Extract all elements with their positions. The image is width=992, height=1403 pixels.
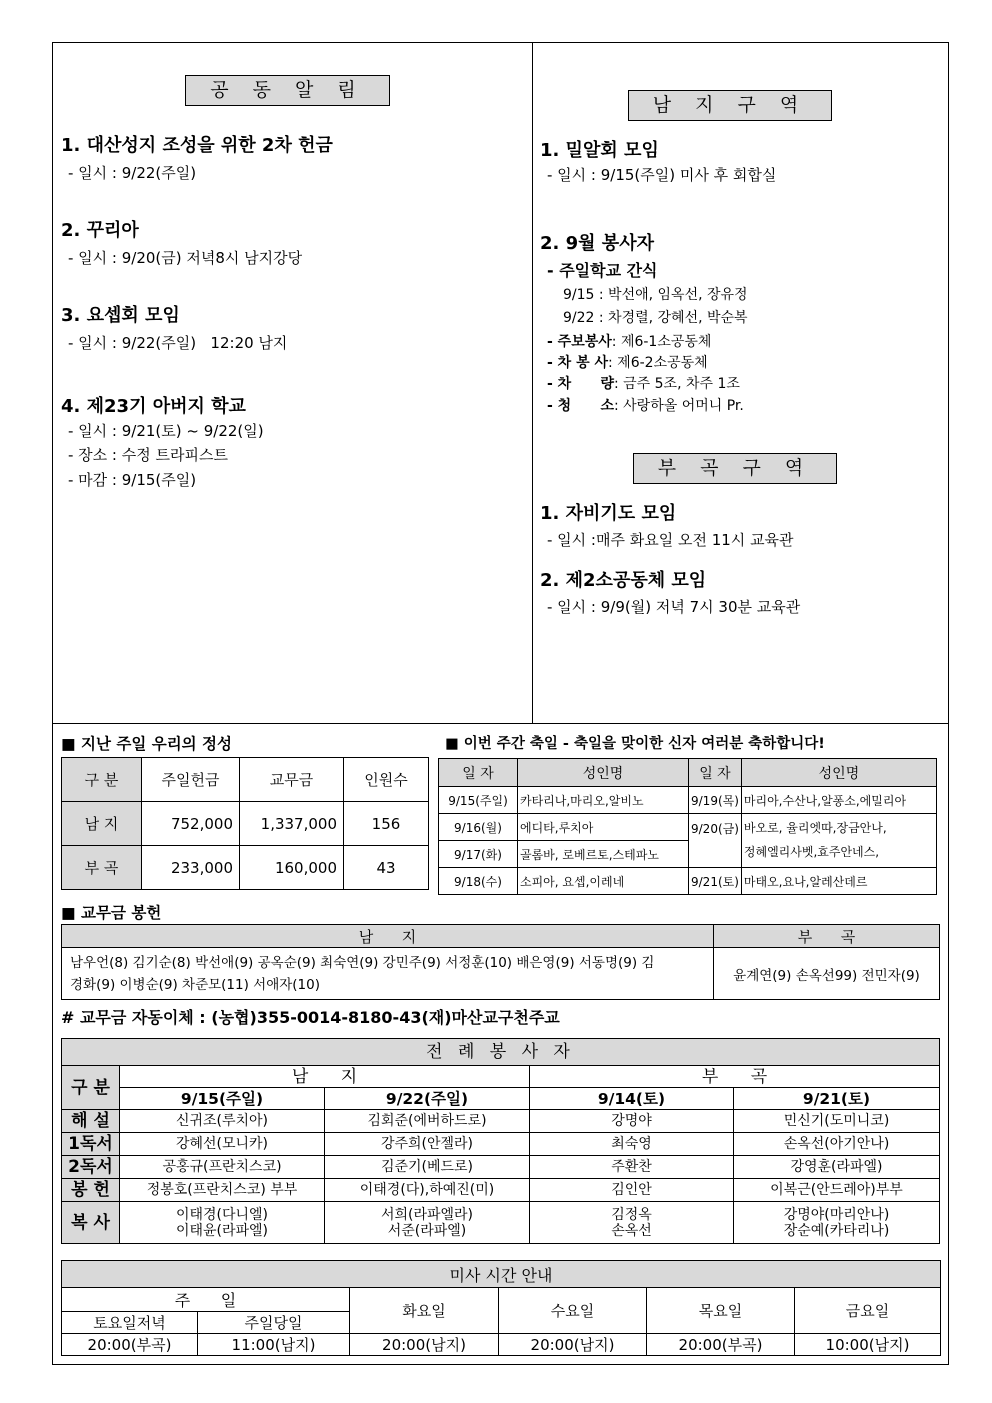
bugok-item-2-line: - 일시 : 9/9(월) 저녁 7시 30분 교육관 xyxy=(547,598,801,616)
role-value: : 사랑하올 어머니 Pr. xyxy=(613,398,744,414)
servers-cell-multi xyxy=(530,1202,734,1244)
bulletin-page xyxy=(52,42,949,1365)
common-item-4-line-2: - 장소 : 수정 트라피스트 xyxy=(68,446,228,464)
servers-table xyxy=(61,1038,940,1244)
servers-cell: 김인안 xyxy=(530,1179,734,1202)
servers-cell: 신귀조(루치아) xyxy=(120,1110,325,1133)
namji-role-3 xyxy=(547,373,740,393)
common-item-1-heading: 1. 대산성지 조성을 위한 2차 헌금 xyxy=(61,135,333,156)
servers-cell: 강영훈(라파엘) xyxy=(734,1156,940,1179)
servers-cell: 정봉호(프란치스코) 부부 xyxy=(120,1179,325,1202)
namji-snack-line-1: 9/15 : 박선애, 임옥선, 장유정 xyxy=(563,287,748,303)
mass-table xyxy=(61,1260,941,1356)
namji-snack-line-2: 9/22 : 차경렬, 강혜선, 박순복 xyxy=(563,310,748,326)
feast-table xyxy=(438,758,937,895)
servers-cell: 장순예(카타리나) xyxy=(783,1222,890,1239)
feast-title: ■ 이번 주간 축일 - 축일을 맞이한 신자 여러분 축하합니다! xyxy=(445,736,825,752)
offering-sunday: 752,000 xyxy=(142,802,240,846)
mass-time: 20:00(남지) xyxy=(350,1334,499,1356)
mass-title: 미사 시간 안내 xyxy=(62,1261,941,1288)
common-item-3-heading: 3. 요셉회 모임 xyxy=(61,305,180,326)
namji-title: 남 지 구 역 xyxy=(628,90,832,121)
mass-sunday: 주 일 xyxy=(62,1288,350,1312)
feast-names: 바오로, 율리엣따,장금안나, xyxy=(743,821,887,835)
servers-cell-multi xyxy=(325,1202,530,1244)
bugok-title: 부 곡 구 역 xyxy=(633,453,837,484)
feast-date: 9/19(목) xyxy=(689,787,742,814)
servers-cell: 서희(라파엘라) xyxy=(380,1206,474,1223)
mass-time: 20:00(부곡) xyxy=(62,1334,198,1356)
dues-namji-list xyxy=(62,948,714,1000)
section-divider xyxy=(53,723,948,724)
role-value: : 금주 5조, 차주 1조 xyxy=(613,376,740,392)
column-divider xyxy=(532,43,533,723)
common-item-3-line: - 일시 : 9/22(주일) 12:20 남지 xyxy=(68,334,288,352)
namji-role-4 xyxy=(547,395,744,415)
servers-namji: 남 지 xyxy=(120,1066,530,1088)
feast-date: 9/16(월) xyxy=(439,814,518,841)
servers-date: 9/21(토) xyxy=(734,1088,940,1110)
servers-cell: 이복근(안드레아)부부 xyxy=(734,1179,940,1202)
offering-count: 156 xyxy=(344,802,429,846)
feast-header-date: 일 자 xyxy=(439,759,518,787)
namji-item-1-line: - 일시 : 9/15(주일) 미사 후 회합실 xyxy=(547,166,777,184)
servers-cell: 강주희(안젤라) xyxy=(325,1133,530,1156)
servers-cell: 강명야 xyxy=(530,1110,734,1133)
servers-cell: 민신기(도미니코) xyxy=(734,1110,940,1133)
servers-cell: 손옥선(아기안나) xyxy=(734,1133,940,1156)
common-title: 공 동 알 림 xyxy=(185,75,390,106)
mass-day: 수요일 xyxy=(499,1288,647,1334)
servers-cell: 주환찬 xyxy=(530,1156,734,1179)
mass-day: 목요일 xyxy=(647,1288,795,1334)
dues-header-namji: 남 지 xyxy=(62,925,714,948)
namji-snack-heading: - 주일학교 간식 xyxy=(547,261,658,280)
namji-role-2 xyxy=(547,352,708,372)
offering-dues: 160,000 xyxy=(240,846,344,890)
servers-cell: 김준기(베드로) xyxy=(325,1156,530,1179)
servers-role: 복 사 xyxy=(62,1202,120,1244)
servers-cell-multi xyxy=(120,1202,325,1244)
servers-date: 9/15(주일) xyxy=(120,1088,325,1110)
servers-cell: 김회준(에버하드로) xyxy=(325,1110,530,1133)
mass-time: 20:00(부곡) xyxy=(647,1334,795,1356)
role-label: - 차 량 xyxy=(547,376,614,392)
mass-day: 금요일 xyxy=(795,1288,941,1334)
feast-names-multi xyxy=(741,814,936,868)
servers-gubun: 구 분 xyxy=(62,1066,120,1110)
role-label: - 차 봉 사 xyxy=(547,355,609,371)
offering-row-name: 부 곡 xyxy=(62,846,142,890)
servers-cell-multi xyxy=(734,1202,940,1244)
common-item-4-line-3: - 마감 : 9/15(주일) xyxy=(68,471,197,489)
offering-table xyxy=(61,757,429,890)
feast-names: 카타리나,마리오,알비노 xyxy=(518,787,689,814)
offering-header-sunday: 주일헌금 xyxy=(142,758,240,802)
offering-dues: 1,337,000 xyxy=(240,802,344,846)
feast-date: 9/20(금) xyxy=(689,814,742,868)
feast-names: 마태오,요나,알레산데르 xyxy=(741,868,936,895)
common-item-4-line-1: - 일시 : 9/21(토) ~ 9/22(일) xyxy=(68,422,264,440)
feast-date: 9/18(수) xyxy=(439,868,518,895)
servers-role: 해 설 xyxy=(62,1110,120,1133)
servers-cell: 최숙영 xyxy=(530,1133,734,1156)
common-item-1-line: - 일시 : 9/22(주일) xyxy=(68,164,197,182)
feast-header-saint: 성인명 xyxy=(518,759,689,787)
servers-bugok: 부 곡 xyxy=(530,1066,940,1088)
servers-role: 2독서 xyxy=(62,1156,120,1179)
dues-title: ■ 교무금 봉헌 xyxy=(61,904,162,922)
servers-cell: 이태윤(라파엘) xyxy=(175,1222,269,1239)
offering-header-gubun: 구 분 xyxy=(62,758,142,802)
namji-item-2-heading: 2. 9월 봉사자 xyxy=(540,233,654,254)
servers-cell: 강명야(마리안나) xyxy=(783,1206,890,1223)
dues-namji-line: 남우언(8) 김기순(8) 박선애(9) 공옥순(9) 최숙연(9) 강민주(9) 서정훈(10) 배은영(9) 서동명(9) 김 xyxy=(70,954,655,971)
feast-names: 소피아, 요셉,이레네 xyxy=(518,868,689,895)
role-value: : 제6-1소공동체 xyxy=(611,334,712,350)
bugok-item-1-heading: 1. 자비기도 모임 xyxy=(540,503,677,524)
feast-names: 골롬바, 로베르토,스테파노 xyxy=(518,841,689,868)
common-item-2-heading: 2. 꾸리아 xyxy=(61,220,139,241)
dues-namji-line: 경화(9) 이병순(9) 차준모(11) 서애자(10) xyxy=(70,976,320,993)
namji-item-1-heading: 1. 밀알회 모임 xyxy=(540,140,659,161)
dues-table xyxy=(61,924,940,1000)
servers-date: 9/14(토) xyxy=(530,1088,734,1110)
mass-day: 화요일 xyxy=(350,1288,499,1334)
offering-row-name: 남 지 xyxy=(62,802,142,846)
role-label: - 청 소 xyxy=(547,398,614,414)
offering-header-dues: 교무금 xyxy=(240,758,344,802)
common-item-4-heading: 4. 제23기 아버지 학교 xyxy=(61,396,246,417)
feast-names: 마리아,수산나,알퐁소,에밀리아 xyxy=(741,787,936,814)
servers-cell: 강혜선(모니카) xyxy=(120,1133,325,1156)
autopay-note: # 교무금 자동이체 : (농협)355-0014-8180-43(재)마산교구천주교 xyxy=(61,1008,560,1027)
bugok-item-1-line: - 일시 :매주 화요일 오전 11시 교육관 xyxy=(547,531,794,549)
servers-role: 봉 헌 xyxy=(62,1179,120,1202)
mass-sun-day: 주일당일 xyxy=(198,1312,350,1334)
mass-sat-evening: 토요일저녁 xyxy=(62,1312,198,1334)
mass-time: 20:00(남지) xyxy=(499,1334,647,1356)
servers-cell: 공홍규(프란치스코) xyxy=(120,1156,325,1179)
role-value: : 제6-2소공동체 xyxy=(608,355,708,371)
offering-count: 43 xyxy=(344,846,429,890)
mass-time: 11:00(남지) xyxy=(198,1334,350,1356)
servers-cell: 손옥선 xyxy=(611,1222,652,1239)
role-label: - 주보봉사 xyxy=(547,334,612,350)
feast-date: 9/15(주일) xyxy=(439,787,518,814)
feast-header-date: 일 자 xyxy=(689,759,742,787)
feast-date: 9/21(토) xyxy=(689,868,742,895)
feast-names: 정혜엘리사벳,효주안네스, xyxy=(743,845,880,859)
offering-sunday: 233,000 xyxy=(142,846,240,890)
servers-cell: 서준(라파엘) xyxy=(387,1222,467,1239)
feast-names: 에디타,루치아 xyxy=(518,814,689,841)
servers-cell: 이태경(다니엘) xyxy=(175,1206,269,1223)
offering-title: ■ 지난 주일 우리의 정성 xyxy=(61,735,232,753)
feast-header-saint: 성인명 xyxy=(741,759,936,787)
servers-date: 9/22(주일) xyxy=(325,1088,530,1110)
dues-bugok-list: 윤계연(9) 손옥선99) 전민자(9) xyxy=(714,948,940,1000)
common-item-2-line: - 일시 : 9/20(금) 저녁8시 남지강당 xyxy=(68,249,303,267)
namji-role-1 xyxy=(547,331,711,351)
bugok-item-2-heading: 2. 제2소공동체 모임 xyxy=(540,570,707,591)
feast-date: 9/17(화) xyxy=(439,841,518,868)
offering-header-count: 인원수 xyxy=(344,758,429,802)
servers-cell: 이태경(다),하예진(미) xyxy=(325,1179,530,1202)
servers-role: 1독서 xyxy=(62,1133,120,1156)
dues-header-bugok: 부 곡 xyxy=(714,925,940,948)
servers-cell: 김정옥 xyxy=(611,1206,652,1223)
servers-title: 전 례 봉 사 자 xyxy=(62,1039,940,1066)
mass-time: 10:00(남지) xyxy=(795,1334,941,1356)
